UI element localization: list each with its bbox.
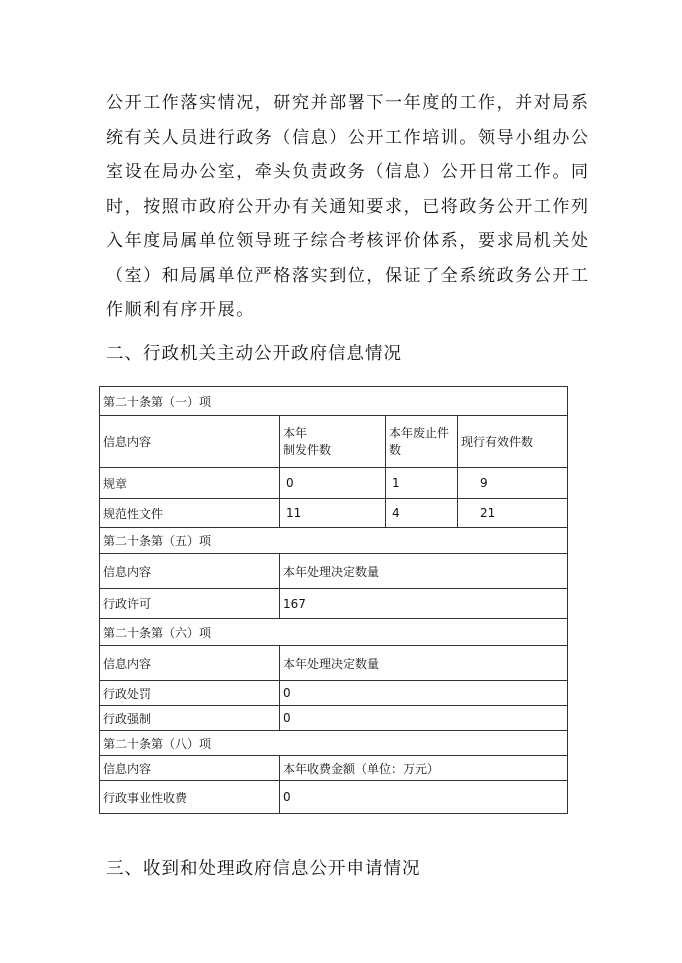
header-cell-value: 本年处理决定数量	[280, 554, 568, 589]
header-cell-value: 本年处理决定数量	[280, 646, 568, 681]
header-cell-abolished: 本年废止件数	[386, 416, 458, 468]
table-row	[100, 781, 568, 814]
abolished-count-cell: 4	[386, 499, 458, 528]
intro-line: 公开工作落实情况，研究并部署下一年度的工作，并对局系	[106, 93, 590, 113]
row-label-cell: 规范性文件	[100, 499, 280, 528]
table-row	[100, 499, 568, 528]
table-header-row	[100, 554, 568, 589]
value-cell: 0	[280, 706, 568, 731]
table-section-title-row	[100, 528, 568, 554]
section-heading-3: 三、收到和处理政府信息公开申请情况	[106, 859, 421, 879]
section-heading-2: 二、行政机关主动公开政府信息情况	[106, 344, 402, 364]
table-row	[100, 468, 568, 499]
header-cell-content: 信息内容	[100, 554, 280, 589]
section-title-cell: 第二十条第（一）项	[100, 387, 568, 416]
table-header-row	[100, 756, 568, 781]
issued-count-cell: 0	[280, 468, 386, 499]
header-cell-content: 信息内容	[100, 416, 280, 468]
intro-line: 室设在局办公室，牵头负责政务（信息）公开日常工作。同	[106, 162, 590, 182]
disclosure-table	[99, 386, 568, 814]
intro-line: 时，按照市政府公开办有关通知要求，已将政务公开工作列	[106, 196, 590, 217]
value-cell: 0	[280, 681, 568, 706]
table-row	[100, 706, 568, 731]
issued-count-cell: 11	[280, 499, 386, 528]
header-cell-content: 信息内容	[100, 646, 280, 681]
row-label-cell: 行政处罚	[100, 681, 280, 706]
header-cell-content: 信息内容	[100, 756, 280, 781]
table-header-row	[100, 416, 568, 468]
intro-paragraph	[106, 86, 590, 328]
section-title-cell: 第二十条第（五）项	[100, 528, 568, 554]
row-label-cell: 行政事业性收费	[100, 781, 280, 814]
intro-line: 作顺利有序开展。	[106, 300, 255, 320]
value-cell: 167	[280, 589, 568, 619]
abolished-count-cell: 1	[386, 468, 458, 499]
valid-count-cell: 9	[458, 468, 568, 499]
intro-line: （室）和局属单位严格落实到位，保证了全系统政务公开工	[106, 265, 590, 286]
section-title-cell: 第二十条第（六）项	[100, 619, 568, 646]
row-label-cell: 规章	[100, 468, 280, 499]
row-label-cell: 行政强制	[100, 706, 280, 731]
table-section-title-row	[100, 387, 568, 416]
table-header-row	[100, 646, 568, 681]
table-section-title-row	[100, 731, 568, 756]
table-row	[100, 681, 568, 706]
row-label-cell: 行政许可	[100, 589, 280, 619]
table-row	[100, 589, 568, 619]
intro-line: 统有关人员进行政务（信息）公开工作培训。领导小组办公	[106, 127, 590, 148]
header-cell-value: 本年收费金额（单位：万元）	[280, 756, 568, 781]
header-cell-issued: 本年 制发件数	[280, 416, 386, 468]
valid-count-cell: 21	[458, 499, 568, 528]
table-section-title-row	[100, 619, 568, 646]
header-cell-valid: 现行有效件数	[458, 416, 568, 468]
section-title-cell: 第二十条第（八）项	[100, 731, 568, 756]
value-cell: 0	[280, 781, 568, 814]
intro-line: 入年度局属单位领导班子综合考核评价体系，要求局机关处	[106, 231, 590, 251]
